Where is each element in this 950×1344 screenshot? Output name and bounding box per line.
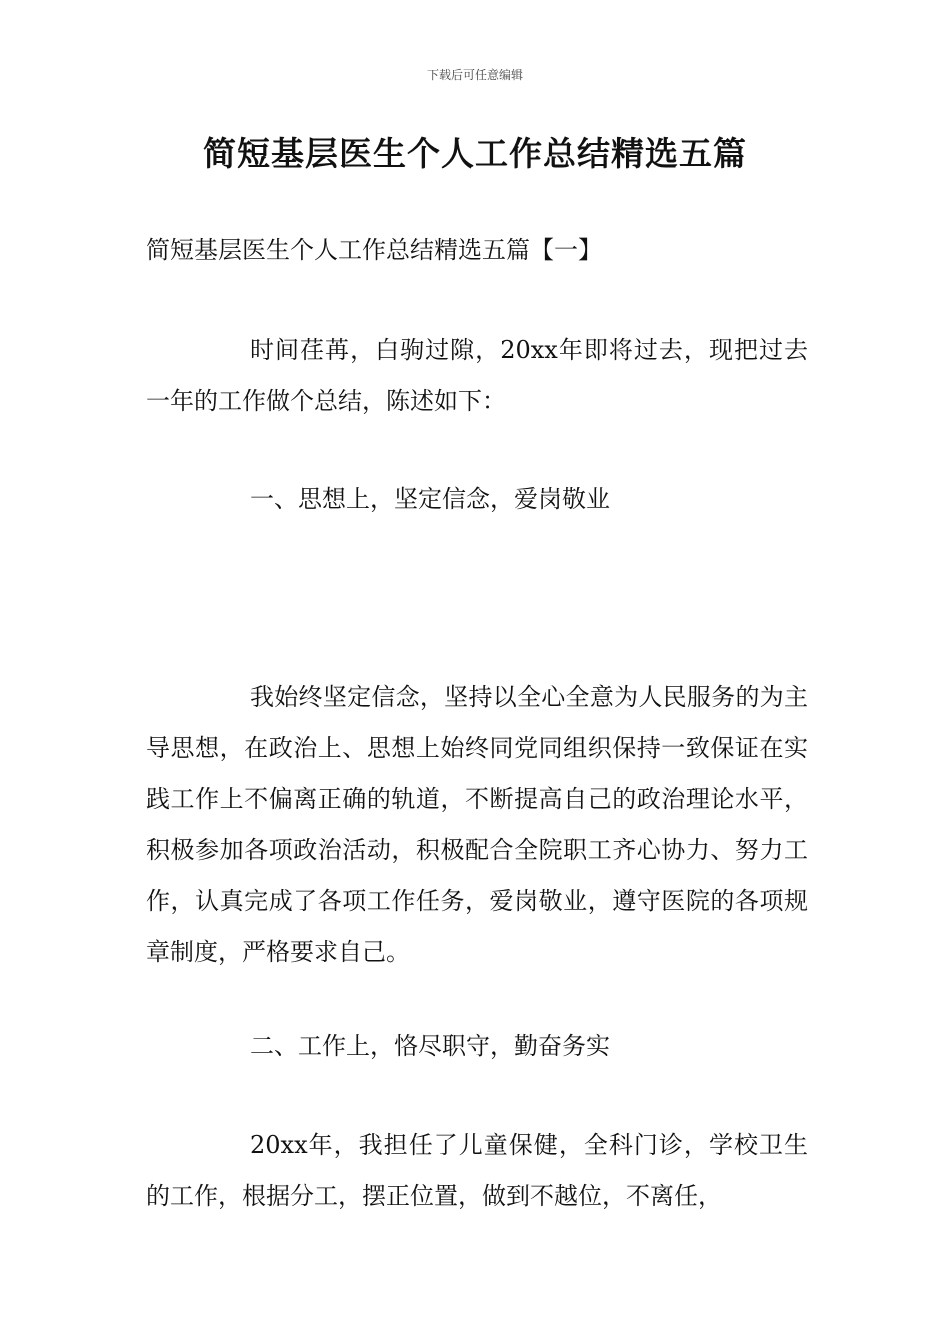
header-note: 下载后可任意编辑 — [426, 68, 523, 82]
thought-paragraph: 我始终坚定信念，坚持以全心全意为人民服务的为主导思想，在政治上、思想上始终同党同组织保持一致保证在实践工作上不偏离正确的轨道，不断提高自己的政治理论水平，积极参加各项政治活动，积极配合全院职工齐心协力、努力工作，认真完成了各项工作任务，爱岗敬业，遵守医院的各项规章制度，严格要求自己。 — [146, 683, 808, 966]
section-heading: 简短基层医生个人工作总结精选五篇【一】 — [146, 236, 602, 264]
document-title: 简短基层医生个人工作总结精选五篇 — [203, 134, 747, 173]
subheading-work: 二、工作上，恪尽职守，勤奋务实 — [250, 1032, 610, 1060]
work-paragraph: 20xx年，我担任了儿童保健，全科门诊，学校卫生的工作，根据分工，摆正位置，做到不越位，不离任， — [146, 1131, 808, 1210]
intro-paragraph: 时间荏苒，白驹过隙，20xx年即将过去，现把过去一年的工作做个总结，陈述如下： — [146, 336, 808, 415]
subheading-thought: 一、思想上，坚定信念，爱岗敬业 — [250, 485, 610, 513]
